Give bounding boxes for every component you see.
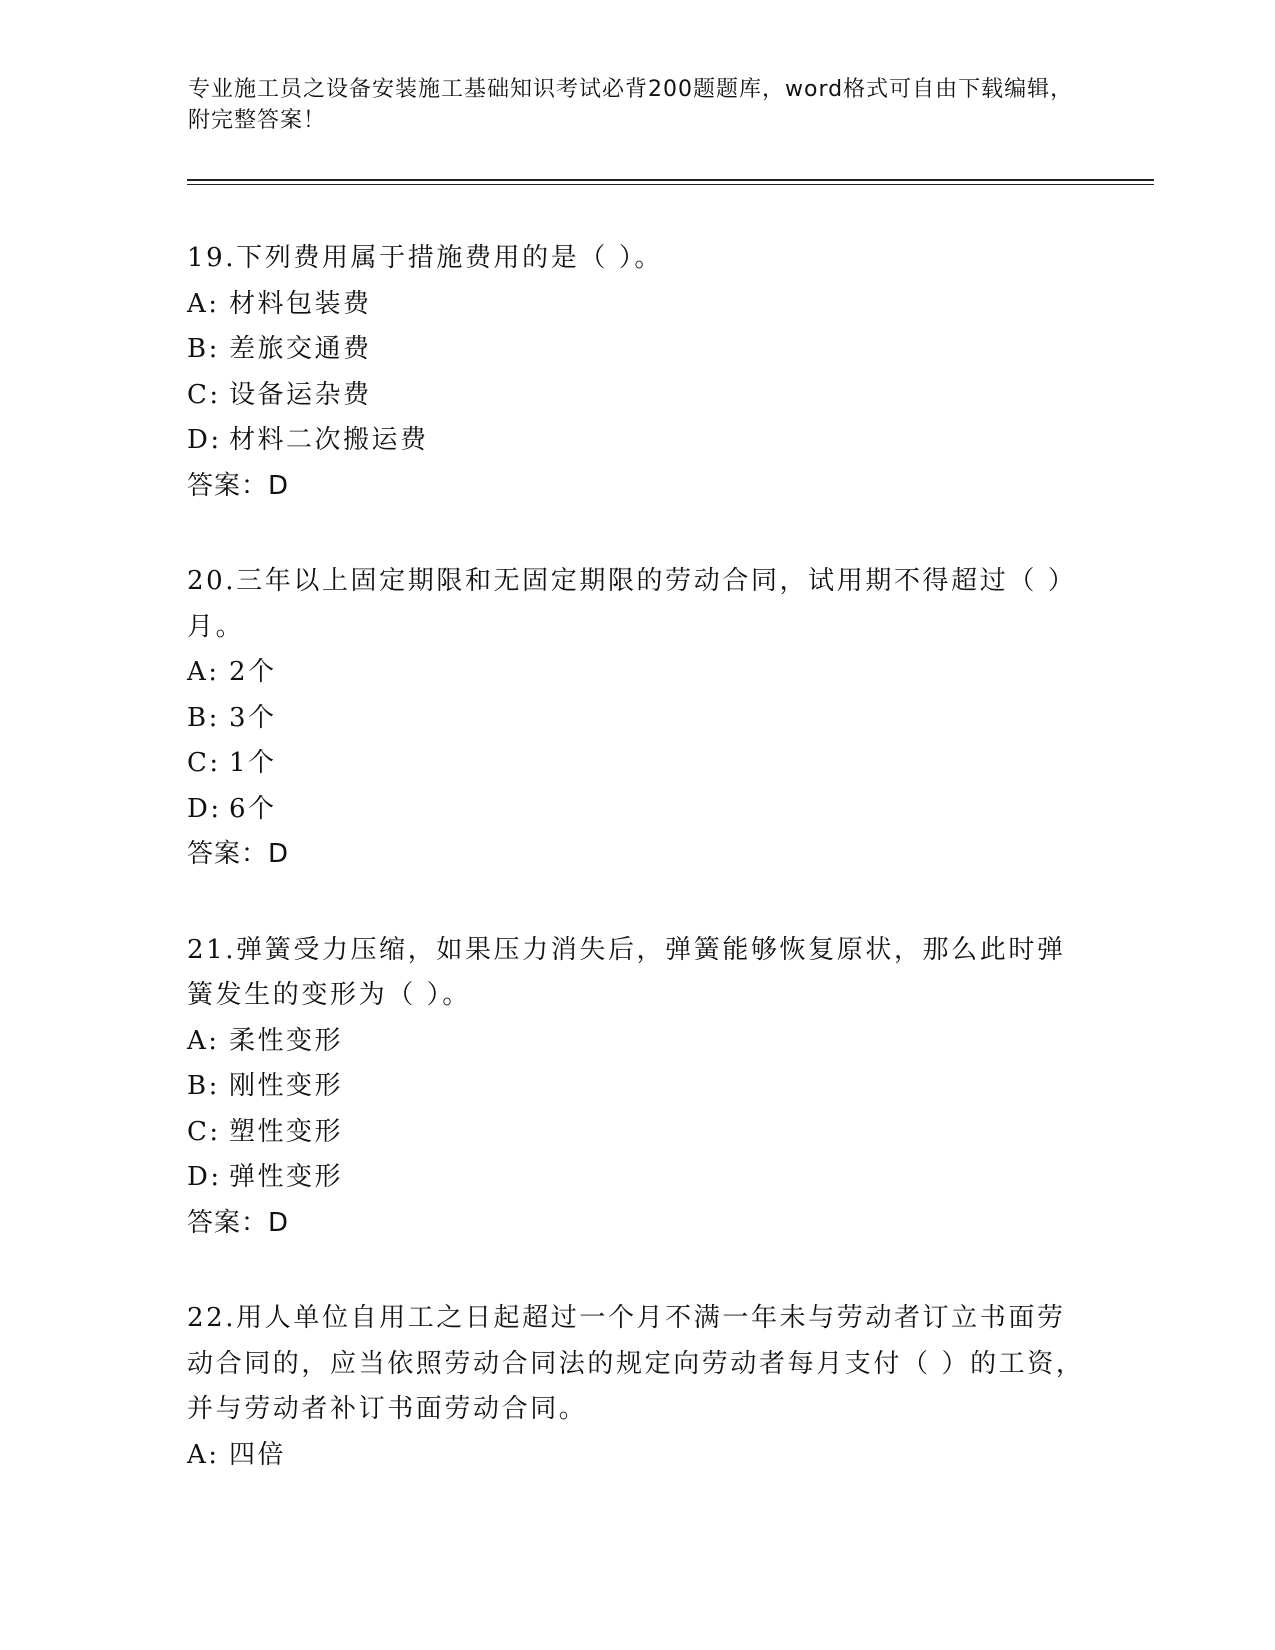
option-a	[187, 1019, 1087, 1065]
option-d	[187, 418, 1087, 464]
option-key: A:	[187, 1025, 220, 1056]
header-title: 专业施工员之设备安装施工基础知识考试必背200题题库，word格式可自由下载编辑，附完整答案！	[188, 77, 1074, 133]
question-stem: 下列费用属于措施费用的是（ ）。	[236, 243, 664, 273]
question-stem: 弹簧受力压缩，如果压力消失后，弹簧能够恢复原状，那么此时弹簧发生的变形为（ ）。	[187, 934, 1066, 1010]
question-stem: 用人单位自用工之日起超过一个月不满一年未与劳动者订立书面劳动合同的，应当依照劳动合同法的规定向劳动者每月支付（ ）的工资，并与劳动者补订书面劳动合同。	[187, 1303, 1085, 1424]
answer-line: 答案：D	[187, 1207, 290, 1238]
option-key: A:	[187, 657, 220, 687]
question-stem: 三年以上固定期限和无固定期限的劳动合同，试用期不得超过（ ）月。	[187, 566, 1077, 642]
option-b	[187, 1064, 1087, 1110]
question-number: 21.	[187, 934, 237, 965]
question-22	[187, 1296, 1087, 1478]
option-key: B:	[187, 334, 220, 364]
option-c	[187, 741, 1087, 787]
option-text: 刚性变形	[229, 1071, 344, 1101]
question-text	[187, 1296, 1087, 1433]
question-20	[187, 559, 1087, 878]
option-text: 柔性变形	[229, 1025, 344, 1056]
document-header	[188, 74, 1088, 136]
option-key: C:	[187, 748, 221, 778]
question-number: 20.	[187, 566, 237, 596]
option-text: 材料包装费	[229, 288, 372, 319]
question-21	[187, 928, 1087, 1247]
header-divider	[187, 179, 1154, 185]
option-text: 差旅交通费	[229, 334, 372, 364]
answer-line: 答案：D	[187, 839, 290, 869]
option-key: C:	[187, 1116, 221, 1147]
option-text: 材料二次搬运费	[229, 425, 429, 455]
option-key: D:	[187, 1162, 222, 1192]
option-text: 1个	[229, 748, 277, 778]
question-number: 22.	[187, 1303, 237, 1333]
answer-line: 答案：D	[187, 470, 290, 501]
option-c	[187, 373, 1087, 419]
option-b	[187, 327, 1087, 373]
option-text: 弹性变形	[229, 1162, 344, 1192]
option-d	[187, 787, 1087, 833]
option-key: B:	[187, 1071, 220, 1101]
option-a	[187, 650, 1087, 696]
option-key: C:	[187, 379, 221, 410]
option-text: 2个	[229, 657, 277, 687]
question-text	[187, 928, 1087, 1019]
question-list	[187, 236, 1087, 1528]
option-text: 3个	[229, 702, 277, 733]
option-a	[187, 1433, 1087, 1479]
option-key: D:	[187, 425, 222, 455]
option-a	[187, 282, 1087, 328]
option-key: A:	[187, 288, 220, 319]
option-text: 6个	[229, 793, 277, 824]
question-text	[187, 236, 1087, 282]
question-number: 19.	[187, 243, 237, 273]
option-text: 设备运杂费	[229, 379, 372, 410]
option-d	[187, 1155, 1087, 1201]
option-key: A:	[187, 1439, 220, 1470]
question-19	[187, 236, 1087, 509]
option-key: B:	[187, 702, 220, 733]
option-text: 四倍	[229, 1439, 287, 1470]
option-b	[187, 696, 1087, 742]
option-key: D:	[187, 793, 222, 824]
option-c	[187, 1110, 1087, 1156]
question-text	[187, 559, 1087, 650]
option-text: 塑性变形	[229, 1116, 344, 1147]
